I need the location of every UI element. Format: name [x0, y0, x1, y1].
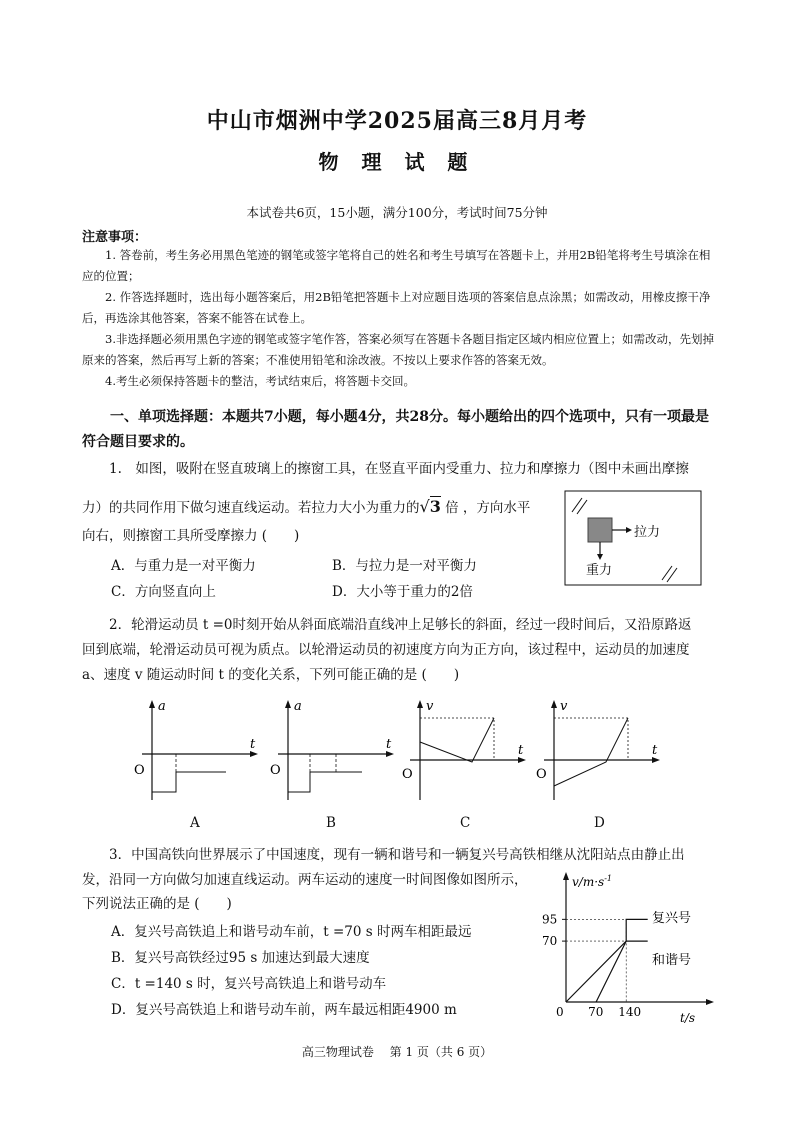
- q2-graph-d[interactable]: [532, 696, 664, 804]
- series-label-fuxing: 复兴号: [652, 911, 692, 926]
- q1-line-2-post: 倍 ，方向水平: [445, 500, 531, 516]
- acceleration-line: [288, 772, 362, 792]
- q3-option-a[interactable]: A．复兴号高铁追上和谐号动车前，t =70 s 时两车相距最远: [111, 924, 472, 940]
- section-1-heading: 一、单项选择题：本题共7小题，每小题4分，共28分。每小题给出的四个选项中，只有一项最是符合题目要求的。: [82, 409, 709, 450]
- q1-line-3: 向右，则擦窗工具所受摩擦力 ( ): [82, 528, 300, 544]
- origin-label: 0: [556, 1005, 564, 1019]
- q1-line-2: [82, 494, 562, 521]
- x-label: t: [386, 737, 392, 752]
- cleaning-tool: [588, 518, 612, 542]
- q1-line-2-pre: 力）的共同作用下做匀速直线运动。若拉力大小为重力的: [82, 500, 420, 516]
- x-label: t: [652, 743, 658, 758]
- q2-graph-a[interactable]: [130, 696, 262, 804]
- y-axis-arrow-icon: [563, 872, 569, 880]
- q1-option-a[interactable]: A．与重力是一对平衡力: [111, 558, 256, 574]
- notice-item-3: 3.非选择题必须用黑色字迹的钢笔或签字笔作答，答案必须写在答题卡各题目指定区域内相应位置上；如需改动，先划掉原来的答案，然后再写上新的答案；不准使用铅笔和涂改液。不按以上要求作答的答案无效。: [82, 332, 714, 367]
- q1-option-d[interactable]: D．大小等于重力的2倍: [332, 584, 473, 600]
- origin-label: O: [536, 767, 547, 782]
- y-label: a: [158, 699, 166, 714]
- x-label: t: [250, 737, 256, 752]
- origin-label: O: [134, 763, 145, 778]
- q1-line-1: 1. 如图，吸附在竖直玻璃上的擦窗工具，在竖直平面内受重力、拉力和摩擦力（图中未画出摩擦: [109, 461, 689, 477]
- q3-line-2: 发，沿同一方向做匀加速直线运动。两车运动的速度一时间图像如图所示，: [82, 872, 528, 888]
- q2-caption-b: B: [326, 815, 336, 831]
- q2-graph-c[interactable]: [398, 696, 530, 804]
- notice-heading: 注意事项：: [82, 230, 148, 245]
- guide-dash: [420, 718, 494, 760]
- y-tick-label: 70: [542, 934, 558, 949]
- notice-item-4: 4.考生必须保持答题卡的整洁，考试结束后，将答题卡交回。: [105, 374, 415, 388]
- y-axis-arrow-icon: [551, 700, 557, 708]
- sqrt-symbol: √: [419, 497, 430, 516]
- q1-figure: [564, 490, 704, 588]
- velocity-line: [554, 718, 628, 786]
- y-label: a: [294, 699, 302, 714]
- q3-line-1: 3．中国高铁向世界展示了中国速度，现有一辆和谐号和一辆复兴号高铁相继从沈阳站点由静止出: [109, 847, 685, 863]
- y-axis-label-sup: -1: [604, 874, 612, 883]
- y-axis-label: [572, 874, 612, 889]
- y-label: v: [560, 699, 568, 714]
- origin-label: O: [270, 763, 281, 778]
- q2-caption-d: D: [594, 815, 605, 831]
- q1-option-c[interactable]: C．方向竖直向上: [111, 584, 216, 600]
- y-tick-label: 95: [542, 912, 558, 927]
- q2-graph-b[interactable]: [266, 696, 398, 804]
- y-axis-arrow-icon: [285, 700, 291, 708]
- subject-title: 物 理 试 题: [318, 150, 476, 174]
- series-label-hexie: 和谐号: [652, 953, 692, 968]
- q3-line-3: 下列说法正确的是 ( ): [82, 896, 232, 912]
- pull-label: 拉力: [634, 525, 661, 540]
- series-line-fuxing: [596, 919, 648, 1002]
- series-line-hexie: [566, 941, 648, 1002]
- exam-info: 本试卷共6页，15小题，满分100分，考试时间75分钟: [246, 205, 548, 220]
- q2-line-1: 2．轮滑运动员 t =0时刻开始从斜面底端沿直线冲上足够长的斜面，经过一段时间后，又沿原路返: [109, 617, 692, 633]
- gravity-arrowhead: [597, 554, 603, 560]
- q3-option-d[interactable]: D．复兴号高铁追上和谐号动车前，两车最远相距4900 m: [111, 1002, 457, 1018]
- x-tick-label: 140: [618, 1005, 642, 1019]
- guide-dash: [554, 718, 628, 760]
- y-axis-arrow-icon: [149, 700, 155, 708]
- y-axis-label-main: v/m·s: [572, 875, 605, 889]
- notice-item-2: 2. 作答选择题时，选出每小题答案后，用2B铅笔把答题卡上对应题目选项的答案信息点涂黑；如需改动，用橡皮擦干净后，再选涂其他答案，答案不能答在试卷上。: [82, 290, 711, 325]
- velocity-line: [420, 718, 494, 762]
- q1-option-b[interactable]: B．与拉力是一对平衡力: [332, 558, 477, 574]
- sqrt-number: 3: [429, 497, 441, 516]
- x-axis-arrow-icon: [706, 999, 714, 1005]
- y-label: v: [426, 699, 434, 714]
- x-label: t: [518, 743, 524, 758]
- series-layer: [566, 919, 648, 1002]
- x-tick-label: 70: [588, 1005, 604, 1019]
- q2-caption-a: A: [190, 815, 200, 831]
- acceleration-line: [152, 772, 226, 792]
- q3-option-c[interactable]: C．t =140 s 时，复兴号高铁追上和谐号动车: [111, 976, 387, 992]
- pull-arrowhead: [626, 527, 632, 533]
- q2-line-3: a、速度 v 随运动时间 t 的变化关系，下列可能正确的是 ( ): [82, 667, 460, 683]
- q3-vt-chart: [540, 866, 716, 1024]
- q3-option-b[interactable]: B．复兴号高铁经过95 s 加速达到最大速度: [111, 950, 370, 966]
- exam-title: 中山市烟洲中学2025届高三8月月考: [206, 108, 588, 134]
- x-axis-label: t/s: [680, 1011, 696, 1024]
- q2-line-2: 回到底端，轮滑运动员可视为质点。以轮滑运动员的初速度方向为正方向，该过程中，运动员的加速度: [82, 642, 690, 658]
- q2-caption-c: C: [460, 815, 471, 831]
- origin-label: O: [402, 767, 413, 782]
- page-footer: 高三物理试卷 第 1 页（共 6 页）: [301, 1045, 493, 1059]
- notice-item-1: 1. 答卷前，考生务必用黑色笔迹的钢笔或签字笔将自己的姓名和考生号填写在答题卡上，并用2B铅笔将考生号填涂在相应的位置；: [82, 248, 711, 283]
- y-axis-arrow-icon: [417, 700, 423, 708]
- gravity-label: 重力: [586, 563, 613, 578]
